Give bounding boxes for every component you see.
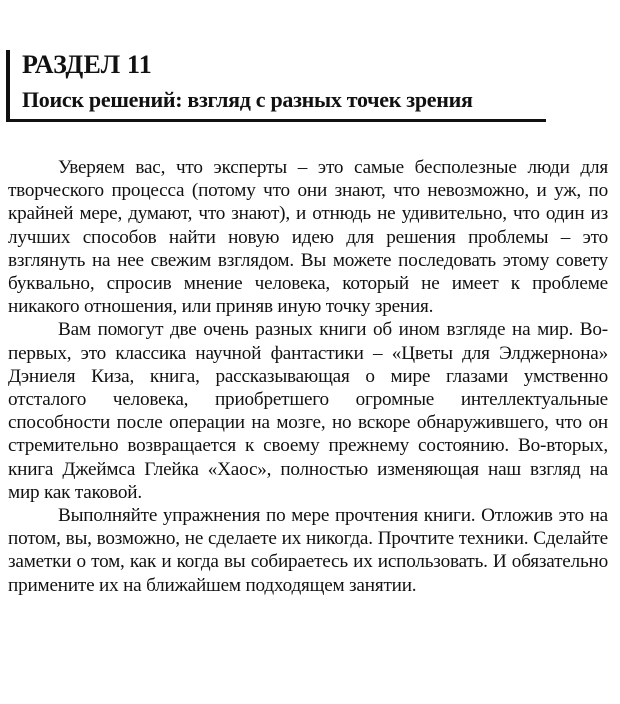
- paragraph-2: Вам помогут две очень разных книги об ином взгляде на мир. Во-первых, это классика научной фантастики – «Цветы для Элджернона» Дэниеля Киза, книга, рассказывающая о мире глазами умственно отсталого человека, приобретшего огромные интеллектуальные способности после операции на мозге, но вскоре обнаружившего, что он стремительно возвращается к своему прежнему состоянию. Во-вторых, книга Джеймса Глейка «Хаос», полностью изменяющая наш взгляд на мир как таковой.: [8, 319, 608, 503]
- section-title: Поиск решений: взгляд с разных точек зрения: [22, 87, 473, 112]
- paragraph-1: Уверяем вас, что эксперты – это самые бесполезные люди для творческого процесса (потому что они знают, что невозможно, и уж, по крайней мере, думают, что знают), и отнюдь не удивительно, что один из лучших способов найти новую идею для решения проблемы – это взглянуть на нее свежим взглядом. Вы можете последовать этому совету буквально, спросив мнение человека, который не имеет к проблеме никакого отношения, или приняв иную точку зрения.: [8, 157, 608, 318]
- section-header: [6, 50, 546, 122]
- section-number: РАЗДЕЛ 11: [22, 50, 152, 79]
- body-text: [8, 156, 608, 597]
- paragraph-3: Выполняйте упражнения по мере прочтения книги. Отложив это на потом, вы, возможно, не сделаете их никогда. Прочтите техники. Сделайте заметки о том, как и когда вы собираетесь их использовать. И обязательно примените их на ближайшем подходящем занятии.: [8, 505, 608, 596]
- header-underline: [10, 119, 546, 122]
